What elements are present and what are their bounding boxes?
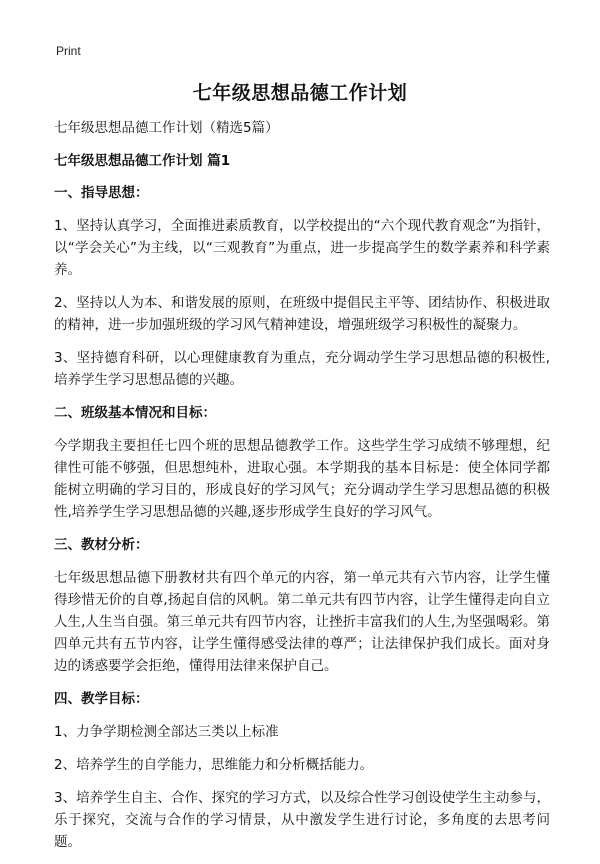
document-subtitle: 七年级思想品德工作计划（精选5篇） [54, 120, 279, 136]
paragraph: 3、坚持德育科研，以心理健康教育为重点，充分调动学生学习思想品德的积极性,培养学生学习思想品德的兴趣。 [54, 350, 550, 388]
paragraph: 2、坚持以人为本、和谐发展的原则，在班级中提倡民主平等、团结协作、积极进取的精神，进一步加强班级的学习风气精神建设，增强班级学习积极性的凝聚力。 [54, 295, 550, 333]
page-title: 七年级思想品德工作计划 [192, 82, 408, 104]
section-heading: 三、教材分析： [54, 537, 149, 553]
article-heading: 七年级思想品德工作计划 篇1 [54, 153, 231, 169]
section-heading: 一、指导思想： [54, 185, 149, 201]
paragraph: 1、坚持认真学习，全面推进素质教育，以学校提出的“六个现代教育观念”为指针，以“学会关心”为主线，以“三观教育”为重点，进一步提高学生的数学素养和科学素养。 [54, 218, 550, 278]
paragraph: 今学期我主要担任七四个班的思想品德教学工作。这些学生学习成绩不够理想，纪律性可能不够强，但思想纯朴，进取心强。本学期我的基本目标是：使全体同学都能树立明确的学习目的，形成良好的学习风气；充分调动学生学习思想品德的积极性,培养学生学习思想品德的兴趣,逐步形成学生良好的学习风气。 [54, 438, 550, 520]
paragraph: 2、培养学生的自学能力，思维能力和分析概括能力。 [54, 757, 374, 773]
paragraph: 七年级思想品德下册教材共有四个单元的内容，第一单元共有六节内容，让学生懂得珍惜无价的自尊,扬起自信的风帆。第二单元共有四节内容，让学生懂得走向自立人生,人生当自强。第三单元共有四节内容，让挫折丰富我们的人生,为坚强喝彩。第四单元共有五节内容，让学生懂得感受法律的尊严；让法律保护我们成长。面对身边的诱惑要学会拒绝，懂得用法律来保护自己。 [54, 570, 550, 674]
paragraph: 3、培养学生自主、合作、探究的学习方式，以及综合性学习创设使学生主动参与，乐于探究，交流与合作的学习情景，从中激发学生进行讨论，多角度的去思考问题。 [54, 790, 550, 850]
print-link[interactable]: Print [56, 44, 81, 58]
paragraph: 1、力争学期检测全部达三类以上标准 [54, 724, 279, 740]
section-heading: 四、教学目标： [54, 691, 149, 707]
section-heading: 二、班级基本情况和目标： [54, 405, 216, 421]
document-body [54, 117, 550, 864]
